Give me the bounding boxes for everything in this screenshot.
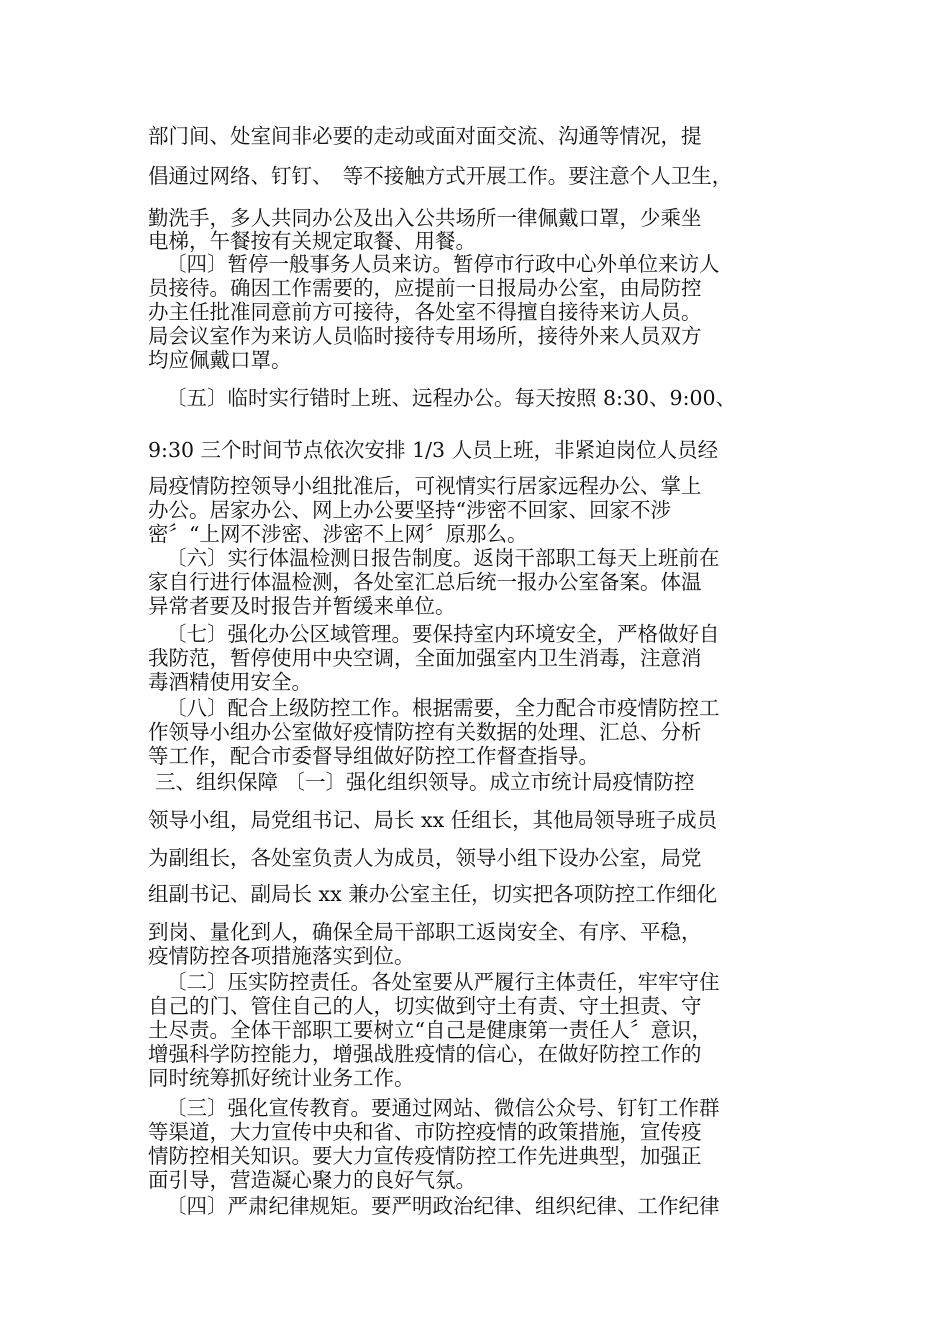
- text-line: 领导小组，局党组书记、局长 xx 任组长，其他局领导班子成员: [148, 808, 718, 832]
- section-heading-line: 三、组织保障 〔一〕强化组织领导。成立市统计局疫情防控: [155, 770, 695, 794]
- text-line: 等渠道，大力宣传中央和省、市防控疫情的政策措施，宣传疫: [148, 1120, 702, 1144]
- text-line: 办主任批准同意前方可接待，各处室不得擅自接待来访人员。: [148, 300, 702, 324]
- text-line: 局会议室作为来访人员临时接待专用场所，接待外来人员双方: [148, 324, 702, 348]
- text-line: 倡通过网络、钉钉、 等不接触方式开展工作。要注意个人卫生，: [148, 164, 733, 188]
- text-line: 疫情防控各项措施落实到位。: [148, 944, 415, 968]
- text-line: 作领导小组办公室做好疫情防控有关数据的处理、汇总、分析: [148, 720, 702, 744]
- text-line: 〔四〕暂停一般事务人员来访。暂停市行政中心外单位来访人: [166, 252, 720, 276]
- text-line: 均应佩戴口罩。: [148, 348, 292, 372]
- text-line: 面引导，营造凝心聚力的良好气氛。: [148, 1168, 476, 1192]
- text-line: 自己的门、管住自己的人，切实做到守土有责、守土担责、守: [148, 994, 702, 1018]
- text-line: 组副书记、副局长 xx 兼办公室主任，切实把各项防控工作细化: [148, 882, 718, 906]
- text-line: 勤洗手，多人共同办公及出入公共场所一律佩戴口罩，少乘坐: [148, 206, 702, 230]
- text-line: 电梯，午餐按有关规定取餐、用餐。: [148, 229, 476, 253]
- text-line: 办公。居家办公、网上办公要坚持“涉密不回家、回家不涉: [148, 498, 671, 522]
- text-line: 我防范，暂停使用中央空调，全面加强室内卫生消毒，注意消: [148, 646, 702, 670]
- text-line: 同时统筹抓好统计业务工作。: [148, 1066, 415, 1090]
- text-line: 为副组长，各处室负责人为成员，领导小组下设办公室，局党: [148, 846, 702, 870]
- text-line: 等工作，配合市委督导组做好防控工作督查指导。: [148, 744, 599, 768]
- text-line: 〔三〕强化宣传教育。要通过网站、微信公众号、钉钉工作群: [166, 1096, 720, 1120]
- text-line: 局疫情防控领导小组批准后，可视情实行居家远程办公、掌上: [148, 474, 702, 498]
- text-line: 〔二〕压实防控责任。各处室要从严履行主体责任，牢牢守住: [166, 970, 720, 994]
- text-line: 土尽责。全体干部职工要树立“自己是健康第一责任人〞意识，: [148, 1018, 712, 1042]
- text-line: 情防控相关知识。要大力宣传疫情防控工作先进典型，加强正: [148, 1144, 702, 1168]
- text-line: 〔六〕实行体温检测日报告制度。返岗干部职工每天上班前在: [166, 546, 720, 570]
- text-line: 〔七〕强化办公区域管理。要保持室内环境安全，严格做好自: [166, 622, 720, 646]
- text-line: 〔八〕配合上级防控工作。根据需要，全力配合市疫情防控工: [166, 696, 720, 720]
- text-line: 员接待。确因工作需要的，应提前一日报局办公室，由局防控: [148, 276, 702, 300]
- text-line: 异常者要及时报告并暂缓来单位。: [148, 594, 456, 618]
- text-line: 毒酒精使用安全。: [148, 670, 312, 694]
- text-line: 到岗、量化到人，确保全局干部职工返岗安全、有序、平稳，: [148, 920, 702, 944]
- text-line: 家自行进行体温检测，各处室汇总后统一报办公室备案。体温: [148, 570, 702, 594]
- text-line: 〔五〕临时实行错时上班、远程办公。每天按照 8:30、9:00、: [166, 386, 737, 410]
- text-line: 9:30 三个时间节点依次安排 1/3 人员上班，非紧迫岗位人员经: [148, 438, 719, 462]
- text-line: 增强科学防控能力，增强战胜疫情的信心，在做好防控工作的: [148, 1042, 702, 1066]
- text-line: 部门间、处室间非必要的走动或面对面交流、沟通等情况，提: [148, 124, 702, 148]
- text-line: 密〞“上网不涉密、涉密不上网〞原那么。: [148, 522, 528, 546]
- text-line: 〔四〕严肃纪律规矩。要严明政治纪律、组织纪律、工作纪律: [166, 1194, 720, 1218]
